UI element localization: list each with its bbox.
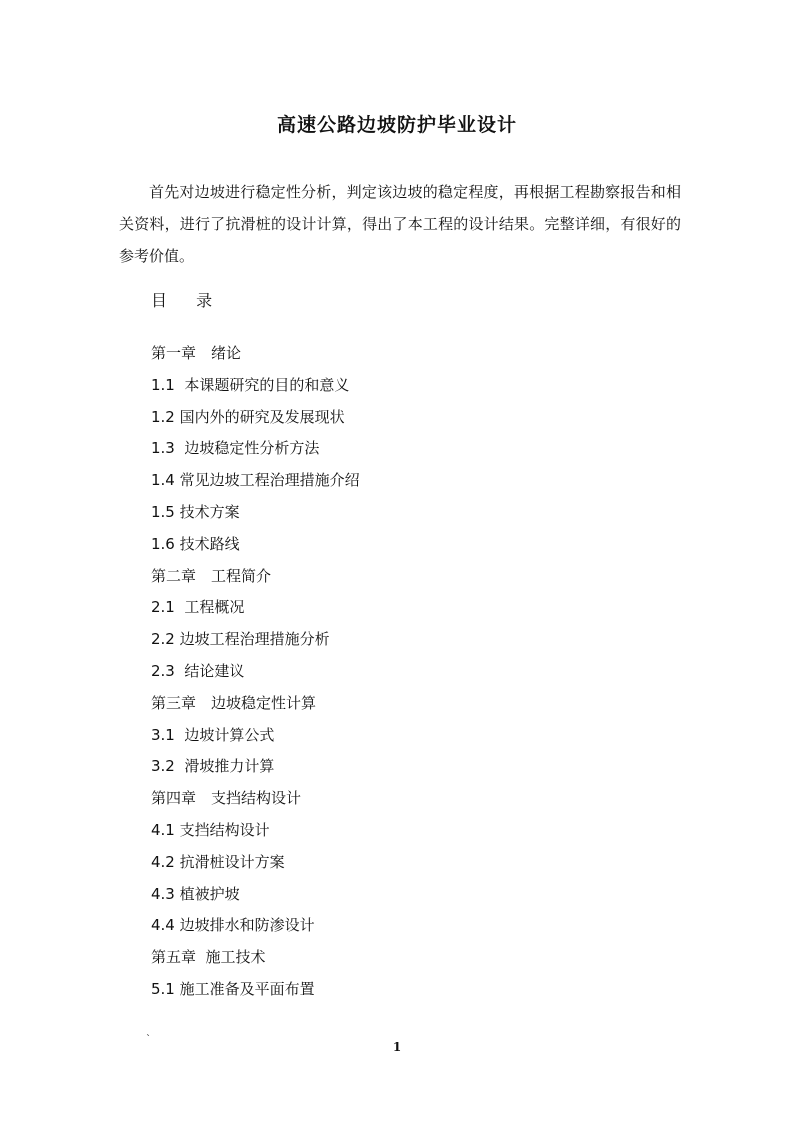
- toc-item: 第五章 施工技术: [151, 948, 266, 967]
- toc-item: 2.2 边坡工程治理措施分析: [151, 630, 330, 649]
- toc-item: 第三章 边坡稳定性计算: [151, 693, 317, 712]
- toc-item: 第一章 绪论: [151, 344, 242, 362]
- toc-item: 4.4 边坡排水和防渗设计: [151, 916, 315, 935]
- table-of-contents: [151, 338, 360, 1006]
- toc-item: 1.6 技术路线: [151, 534, 240, 553]
- toc-item: 4.3 植被护坡: [151, 884, 240, 903]
- abstract-paragraph: 首先对边坡进行稳定性分析，判定该边坡的稳定程度，再根据工程勘察报告和相关资料，进行了抗滑桩的设计计算，得出了本工程的设计结果。完整详细，有很好的参考价值。: [119, 183, 681, 265]
- toc-item: 1.5 技术方案: [151, 502, 240, 521]
- toc-item: 第二章 工程简介: [151, 566, 272, 585]
- page-number: 1: [392, 1040, 402, 1054]
- toc-heading: 目 录: [151, 291, 225, 310]
- toc-item: 2.3 结论建议: [151, 661, 245, 680]
- toc-item: 1.2 国内外的研究及发展现状: [151, 407, 345, 426]
- toc-item: 3.2 滑坡推力计算: [151, 757, 275, 776]
- toc-item: 2.1 工程概况: [151, 598, 245, 617]
- corner-mark: `: [146, 1034, 151, 1045]
- toc-item: 4.2 抗滑桩设计方案: [151, 852, 285, 871]
- document-title: 高速公路边坡防护毕业设计: [276, 114, 517, 136]
- toc-item: 1.4 常见边坡工程治理措施介绍: [151, 471, 360, 490]
- toc-item: 1.3 边坡稳定性分析方法: [151, 439, 320, 458]
- toc-item: 5.1 施工准备及平面布置: [151, 979, 315, 998]
- toc-item: 4.1 支挡结构设计: [151, 820, 270, 839]
- toc-item: 1.1 本课题研究的目的和意义: [151, 375, 350, 394]
- toc-item: 第四章 支挡结构设计: [151, 789, 302, 808]
- toc-item: 3.1 边坡计算公式: [151, 725, 275, 744]
